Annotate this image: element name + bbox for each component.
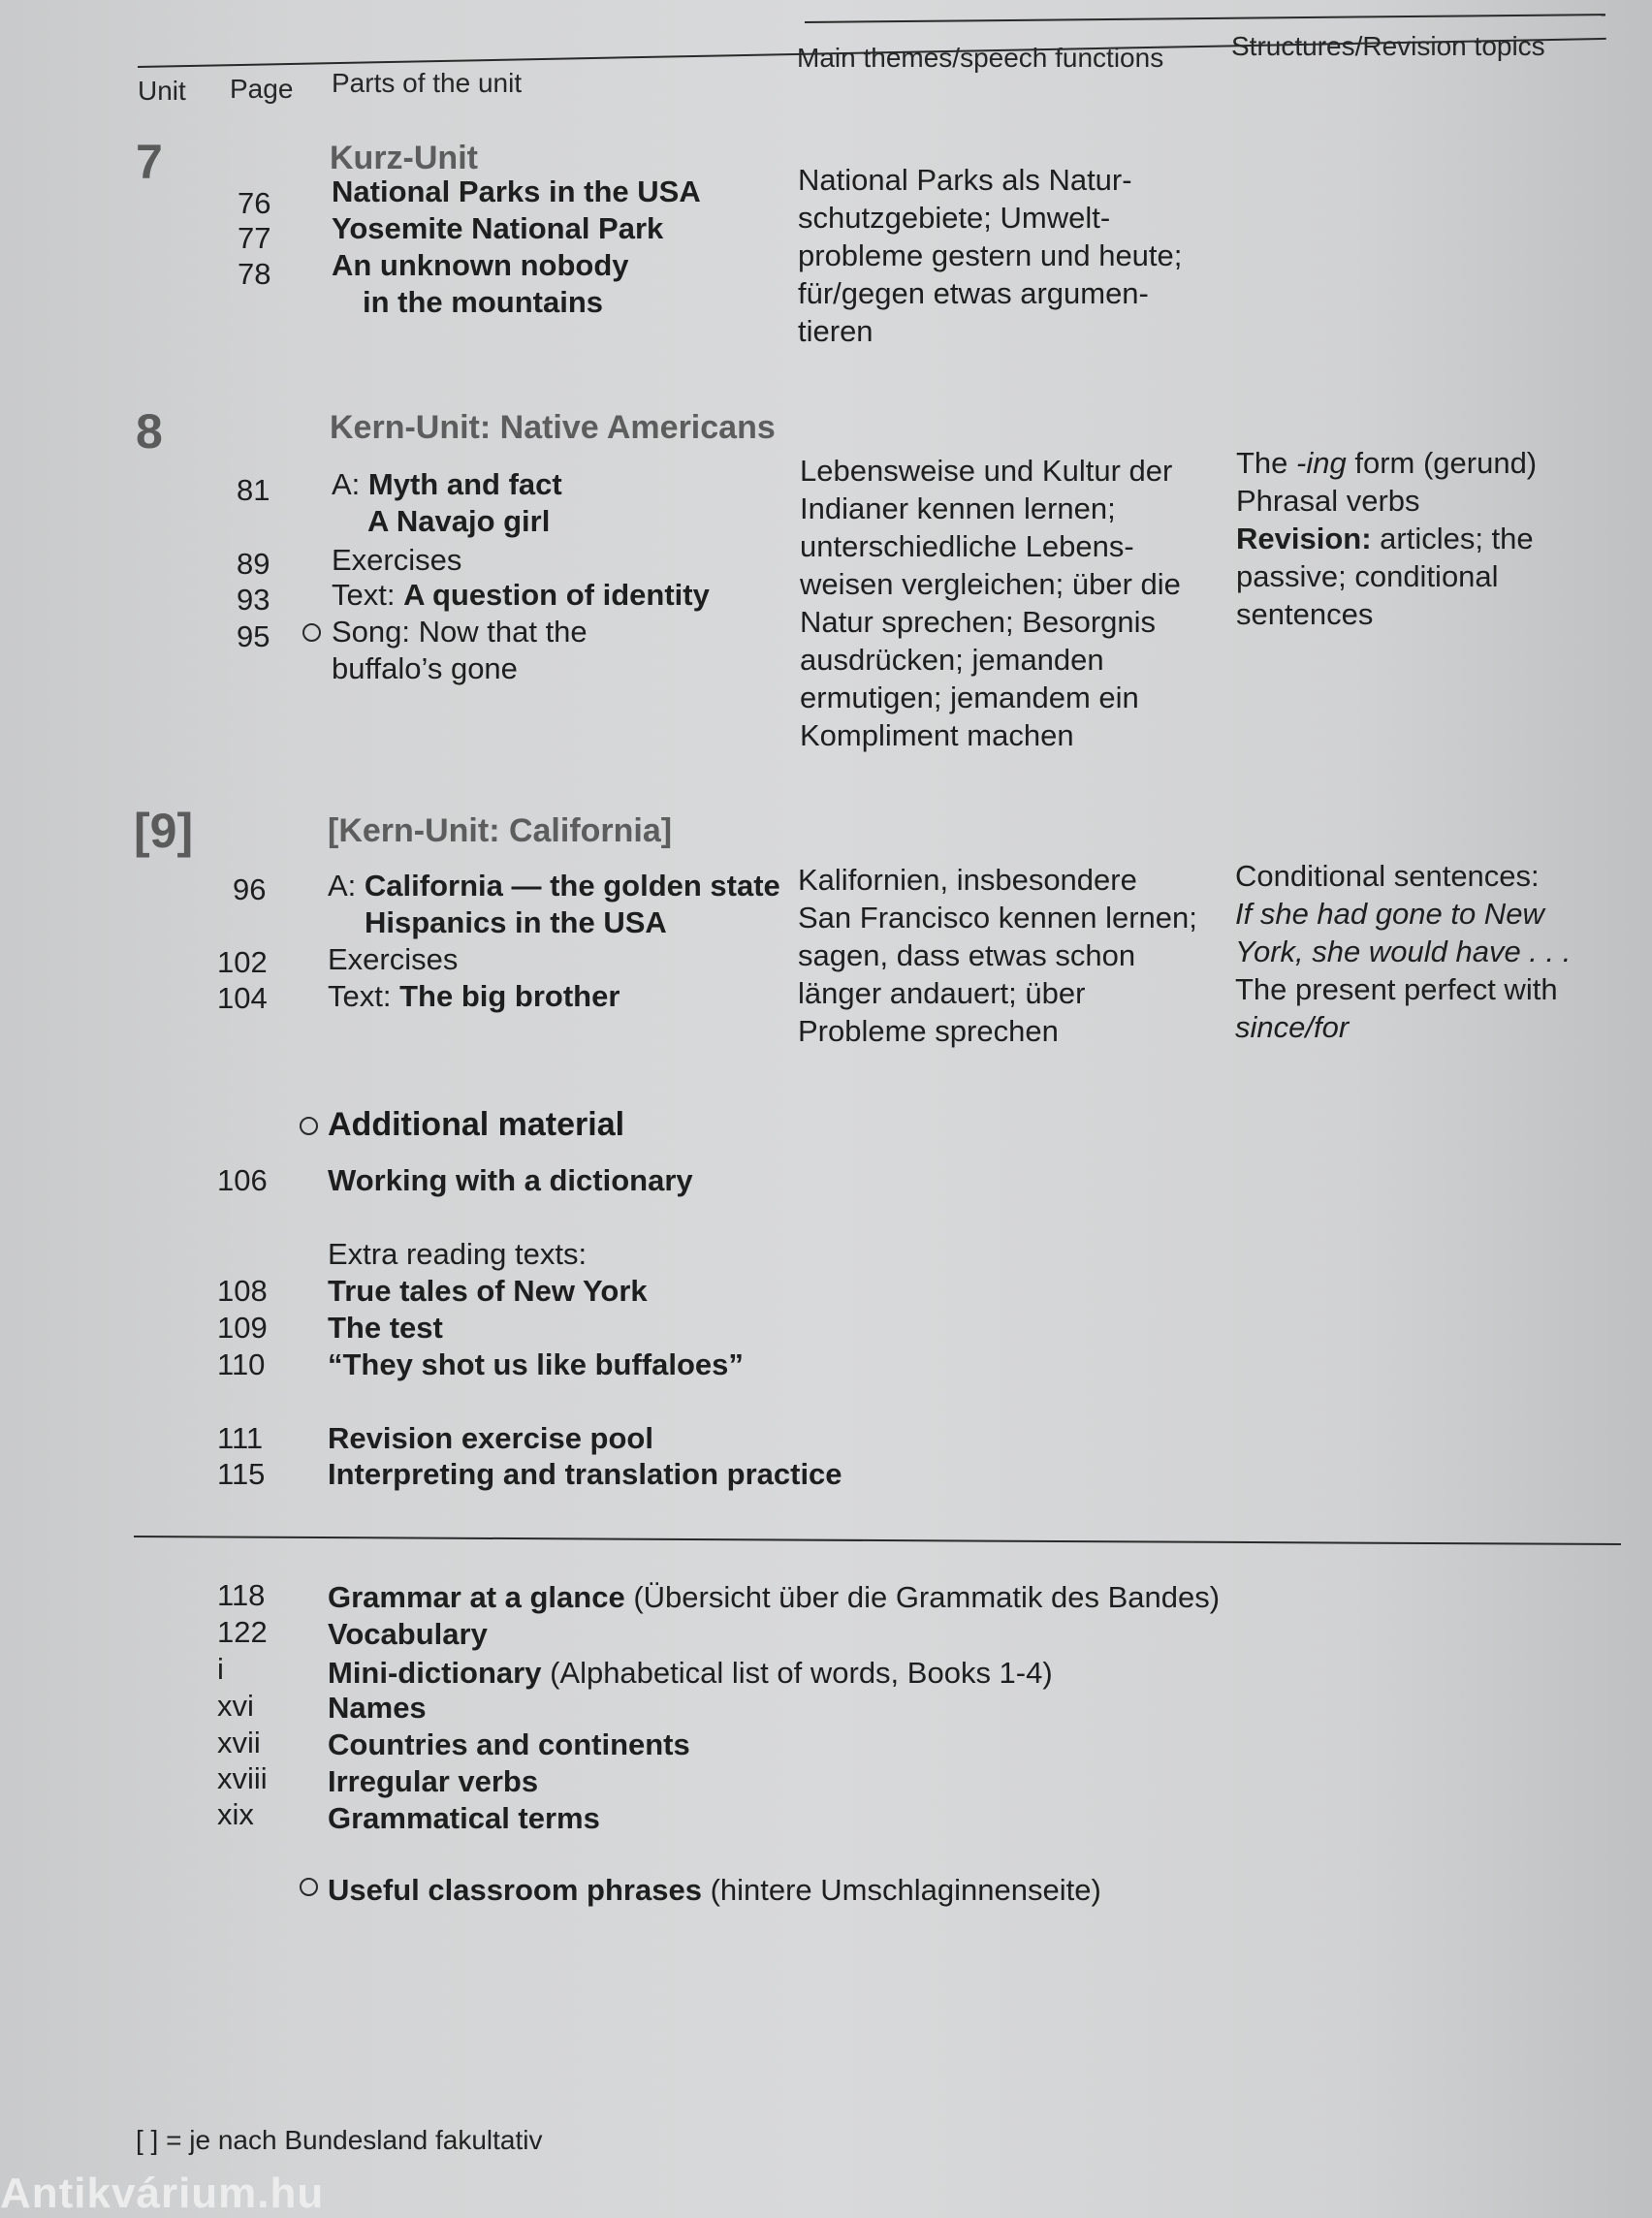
unit-9-structure-line: If she had gone to New [1235, 897, 1544, 931]
unit-9-item-hispanics: Hispanics in the USA [365, 905, 667, 939]
header-page: Page [230, 74, 294, 104]
unit-7-page-77: 77 [238, 221, 271, 255]
unit-8-theme-line: Natur sprechen; Besorgnis [800, 605, 1157, 639]
unit-7-number: 7 [136, 135, 163, 189]
unit-9-number: [9] [134, 804, 194, 858]
page-122: 122 [217, 1615, 268, 1649]
item-title: California — the golden state [364, 869, 780, 903]
page-115: 115 [217, 1457, 266, 1491]
unit-8-item-song: Song: Now that the [332, 615, 588, 649]
unit-9-page-104: 104 [217, 981, 268, 1015]
item-mini-dictionary [328, 1656, 1053, 1691]
unit-8-item-navajo-girl: A Navajo girl [367, 504, 551, 538]
unit-7-theme-line: schutzgebiete; Umwelt- [798, 201, 1111, 235]
page-108: 108 [217, 1274, 268, 1308]
item-title: Useful classroom phrases [328, 1873, 702, 1907]
unit-8-structure-line [1236, 520, 1624, 557]
unit-8-themes [800, 452, 1226, 754]
header-top-rule [805, 14, 1605, 23]
unit-8-structure-line: sentences [1236, 597, 1374, 631]
header-unit: Unit [138, 76, 186, 106]
item-names: Names [328, 1691, 427, 1725]
unit-8-page-89: 89 [237, 547, 270, 581]
unit-7-theme-line: tieren [798, 314, 874, 348]
header-parts: Parts of the unit [332, 68, 523, 98]
watermark: Antikvárium.hu [0, 2170, 325, 2217]
unit-8-page-81: 81 [237, 473, 270, 507]
unit-7-theme-line: National Parks als Natur- [798, 163, 1132, 197]
unit-8-structure-line [1236, 444, 1624, 482]
page-xvi: xvi [217, 1689, 254, 1723]
unit-8-item-question-of-identity [332, 578, 710, 613]
unit-9-structure-line: since/for [1235, 1010, 1350, 1044]
unit-8-theme-line: Indianer kennen lernen; [800, 491, 1116, 525]
page-109: 109 [217, 1311, 268, 1345]
item-revision-pool: Revision exercise pool [328, 1421, 653, 1455]
unit-7-theme-line: probleme gestern und heute; [798, 238, 1183, 272]
unit-7-page-76: 76 [238, 186, 271, 220]
item-title: Mini-dictionary [328, 1656, 542, 1690]
additional-material-heading: Additional material [328, 1106, 625, 1143]
revision-label: Revision: [1236, 522, 1372, 555]
header-structures: Structures/Revision topics [1231, 31, 1545, 61]
unit-8-structure-line: passive; conditional [1236, 559, 1499, 593]
unit-7-title: Kurz-Unit [330, 140, 478, 176]
item-they-shot-us: “They shot us like buffaloes” [328, 1347, 744, 1381]
unit-9-themes [798, 861, 1224, 1050]
unit-9-theme-line: San Francisco kennen lernen; [798, 901, 1197, 935]
unit-8-number: 8 [136, 404, 163, 459]
item-prefix: A: [332, 467, 368, 501]
optional-circle-icon [302, 623, 321, 642]
item-the-test: The test [328, 1311, 443, 1345]
page-i: i [217, 1652, 224, 1686]
unit-9-item-big-brother [328, 979, 620, 1014]
unit-8-item-myth-and-fact [332, 467, 562, 502]
unit-8-title: Kern-Unit: Native Americans [330, 409, 776, 446]
item-working-with-dictionary: Working with a dictionary [328, 1163, 693, 1197]
item-title: A question of identity [403, 578, 710, 612]
unit-7-themes [798, 161, 1244, 350]
item-prefix: Text: [328, 979, 400, 1013]
unit-8-structure-line: Phrasal verbs [1236, 484, 1420, 518]
text-part: The [1236, 446, 1297, 480]
unit-9-item-exercises: Exercises [328, 942, 459, 976]
unit-9-structure-line: Conditional sentences: [1235, 859, 1540, 893]
item-vocabulary: Vocabulary [328, 1617, 488, 1651]
unit-9-structure-line: The present perfect with [1235, 972, 1558, 1006]
page-111: 111 [217, 1421, 264, 1455]
unit-8-structures [1236, 444, 1624, 633]
unit-7-page-78: 78 [238, 257, 271, 291]
unit-8-page-93: 93 [237, 583, 270, 617]
item-interpreting: Interpreting and translation practice [328, 1457, 842, 1491]
footnote: [ ] = je nach Bundesland fakultativ [136, 2125, 543, 2155]
item-note: (Alphabetical list of words, Books 1-4) [541, 1656, 1053, 1690]
header-themes: Main themes/speech functions [797, 43, 1164, 73]
page-xvii: xvii [217, 1726, 261, 1759]
unit-9-page-96: 96 [233, 872, 267, 906]
text-part: form (gerund) [1346, 446, 1538, 480]
unit-9-page-102: 102 [217, 945, 268, 979]
item-grammar-at-a-glance [328, 1580, 1220, 1615]
text-part: articles; the [1371, 522, 1534, 555]
item-note: (hintere Umschlaginnenseite) [701, 1873, 1101, 1907]
unit-9-theme-line: Kalifornien, insbesondere [798, 863, 1137, 897]
item-title: The big brother [399, 979, 620, 1013]
unit-9-item-california [328, 869, 780, 903]
optional-circle-icon [300, 1878, 318, 1896]
item-countries: Countries and continents [328, 1727, 690, 1761]
unit-8-item-song-cont: buffalo’s gone [332, 651, 518, 685]
unit-9-title: [Kern-Unit: California] [328, 812, 673, 849]
item-prefix: Text: [332, 578, 404, 612]
unit-7-item-unknown-nobody-cont: in the mountains [363, 285, 603, 319]
unit-8-theme-line: Lebensweise und Kultur der [800, 454, 1173, 488]
unit-7-item-national-parks: National Parks in the USA [332, 174, 701, 208]
item-title: Grammar at a glance [328, 1580, 625, 1614]
item-grammatical-terms: Grammatical terms [328, 1801, 600, 1835]
unit-9-theme-line: Probleme sprechen [798, 1014, 1059, 1048]
unit-9-theme-line: sagen, dass etwas schon [798, 938, 1136, 972]
unit-7-item-yosemite: Yosemite National Park [332, 211, 664, 245]
page-xix: xix [217, 1797, 254, 1831]
page-118: 118 [217, 1578, 266, 1612]
page-110: 110 [217, 1347, 266, 1381]
unit-7-item-unknown-nobody: An unknown nobody [332, 248, 629, 282]
unit-8-theme-line: ermutigen; jemandem ein [800, 681, 1139, 714]
unit-8-theme-line: weisen vergleichen; über die [800, 567, 1181, 601]
unit-9-structure-line: York, she would have . . . [1235, 935, 1572, 968]
item-prefix: A: [328, 869, 365, 903]
unit-9-structures [1235, 857, 1633, 1046]
unit-8-theme-line: ausdrücken; jemanden [800, 643, 1104, 677]
unit-8-theme-line: unterschiedliche Lebens- [800, 529, 1134, 563]
page-xviii: xviii [217, 1761, 268, 1795]
unit-7-theme-line: für/gegen etwas argumen- [798, 276, 1149, 310]
item-useful-phrases [328, 1873, 1101, 1908]
item-true-tales: True tales of New York [328, 1274, 648, 1308]
extra-reading-label: Extra reading texts: [328, 1237, 588, 1271]
unit-9-theme-line: länger andauert; über [798, 976, 1086, 1010]
item-irregular-verbs: Irregular verbs [328, 1764, 539, 1798]
optional-circle-icon [300, 1117, 318, 1135]
text-italic-part: -ing [1296, 446, 1347, 480]
unit-8-theme-line: Kompliment machen [800, 718, 1074, 752]
unit-8-item-exercises: Exercises [332, 543, 462, 577]
unit-8-page-95: 95 [237, 619, 270, 653]
item-note: (Übersicht über die Grammatik des Bandes) [624, 1580, 1221, 1614]
page-106: 106 [217, 1163, 268, 1197]
item-title: Myth and fact [367, 467, 562, 501]
section-divider [134, 1536, 1621, 1545]
